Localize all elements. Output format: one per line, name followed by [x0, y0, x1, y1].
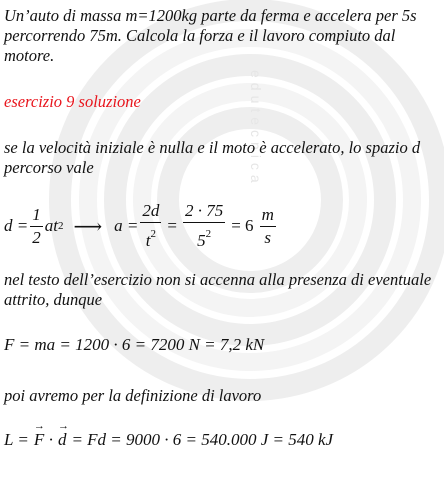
formula-work [4, 425, 333, 455]
unit-m-over-s: $\frac{m}{s}$ [261, 204, 274, 247]
vector-F: → F [34, 430, 44, 450]
vector-d: → d [58, 430, 67, 450]
fraction-2d-t2: $\frac{2d}{t^2}$ [142, 201, 160, 250]
formula-a-lhs: a = [114, 216, 139, 235]
dot-operator: · [48, 430, 54, 449]
fraction-150-25: $\frac{2 \cdot 75}{5^2}$ [184, 201, 224, 250]
watermark-text: edutecnica [248, 70, 264, 188]
equals-sign: = [167, 216, 177, 235]
formula-L-lhs: L = [4, 430, 29, 449]
formula-work-rest: = Fd = 9000 · 6 = 540.000 J = 540 kJ [71, 430, 334, 449]
formula-force: F = ma = 1200 · 6 = 7200 N = 7,2 kN [4, 335, 265, 354]
friction-note: nel testo dell’esercizio non si accenna alla presenza di eventuale attrito, dunque [4, 270, 432, 309]
fraction-half: $\frac{1}{2}$ [32, 204, 41, 247]
intro-text: se la velocità iniziale è nulla e il moto è accelerato, lo spazio d percorso vale [4, 138, 421, 177]
formula-d-lhs: d = [4, 216, 29, 235]
work-intro: poi avremo per la definizione di lavoro [4, 386, 262, 405]
formula-at: at [44, 216, 58, 235]
result-six: = 6 [231, 216, 254, 235]
solution-heading: esercizio 9 soluzione [4, 92, 141, 111]
arrow-icon: ⟶ [73, 215, 103, 238]
formula-distance [4, 196, 278, 256]
problem-text: Un’auto di massa m=1200kg parte da ferma e accelera per 5s percorrendo 75m. Calcola la forza e il lavoro compiuto dal motore. [4, 6, 417, 65]
exponent-2: 2 [57, 220, 64, 232]
